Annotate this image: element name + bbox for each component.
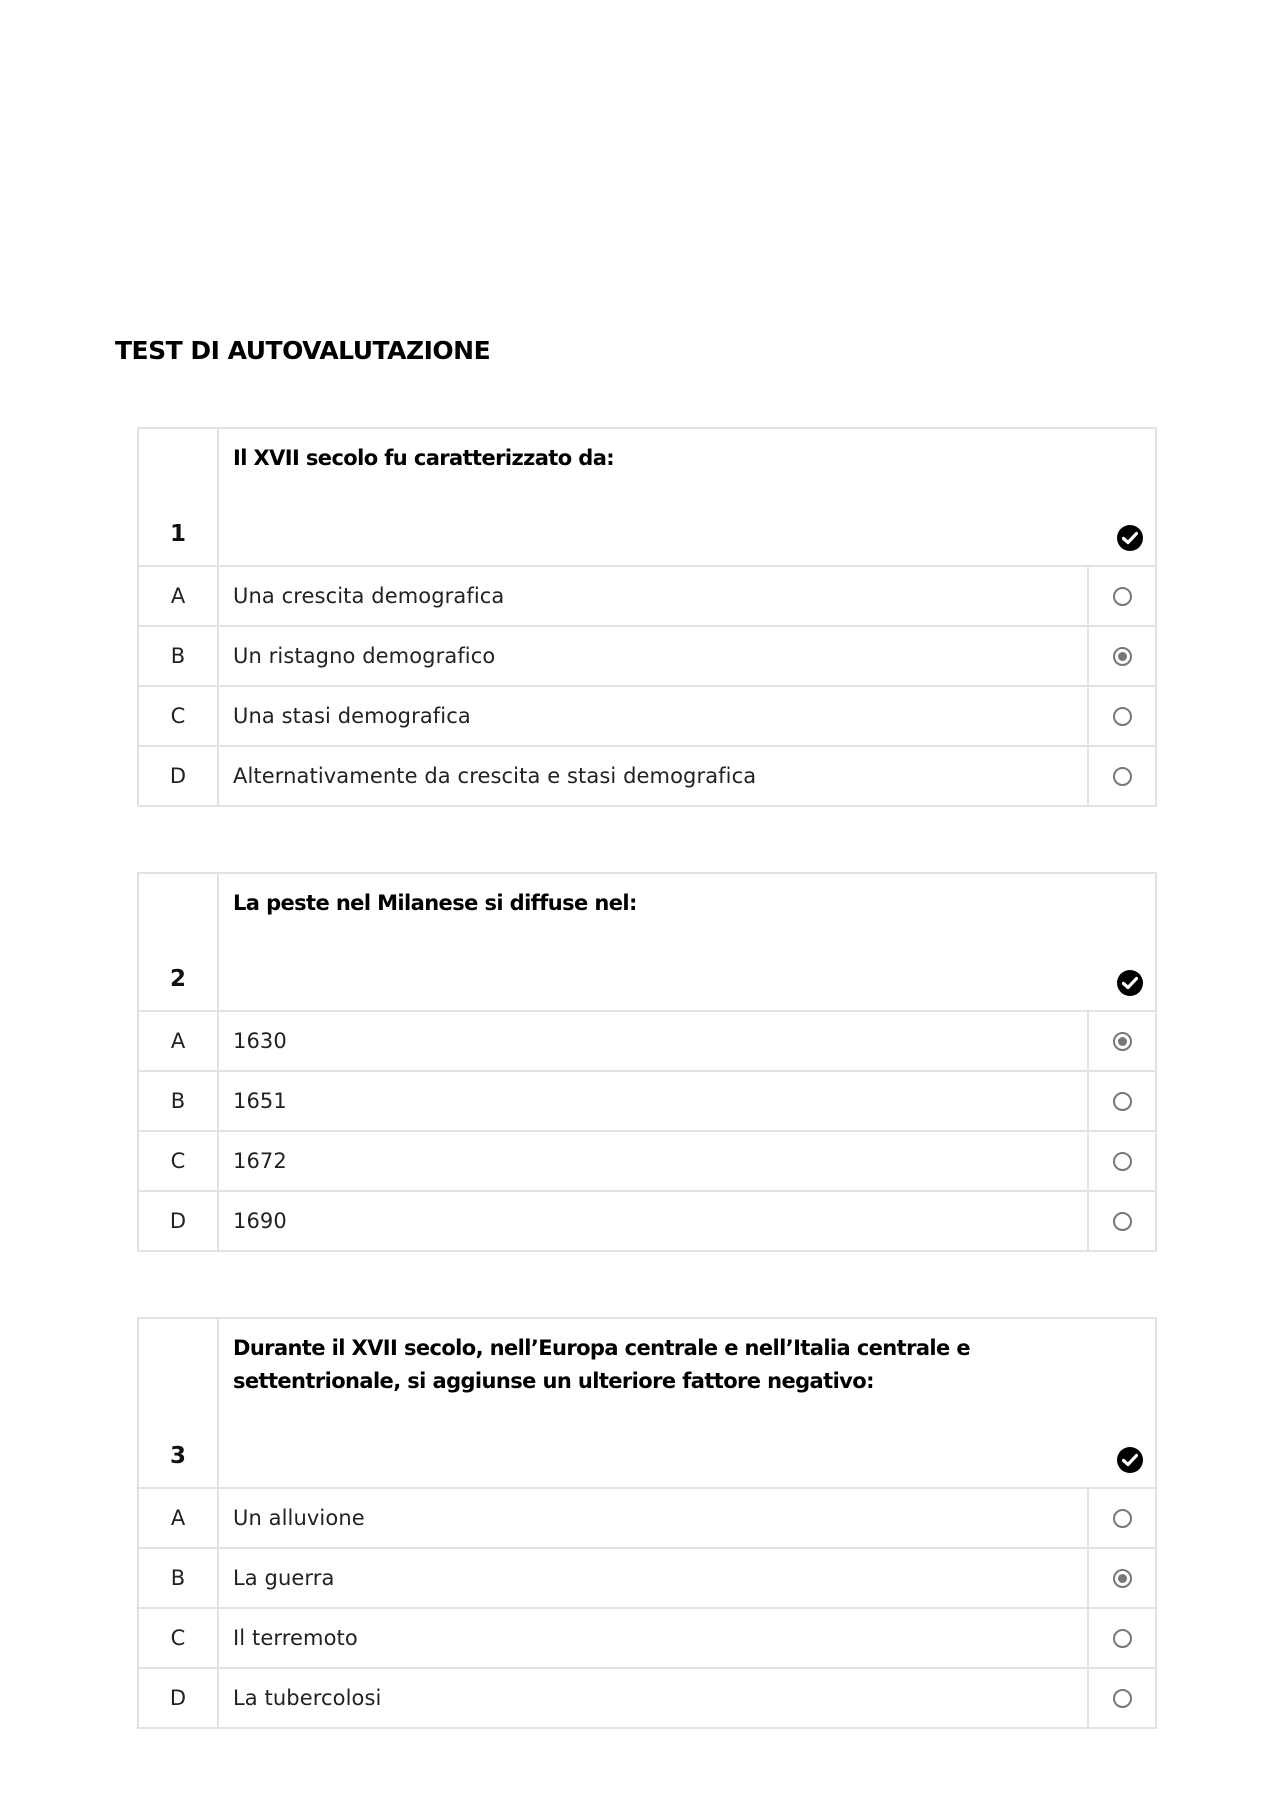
option-text: Alternativamente da crescita e stasi demografica bbox=[218, 746, 1088, 806]
option-text: 1651 bbox=[218, 1071, 1088, 1131]
option-text: La guerra bbox=[218, 1548, 1088, 1608]
option-letter: D bbox=[138, 1668, 218, 1728]
option-row[interactable] bbox=[138, 1488, 1156, 1548]
option-row[interactable] bbox=[138, 566, 1156, 626]
question-status bbox=[1088, 873, 1156, 1011]
option-letter: A bbox=[138, 1011, 218, 1071]
option-letter: B bbox=[138, 1071, 218, 1131]
radio-icon[interactable] bbox=[1113, 587, 1132, 606]
option-text: Un alluvione bbox=[218, 1488, 1088, 1548]
option-text: La tubercolosi bbox=[218, 1668, 1088, 1728]
option-letter: D bbox=[138, 1191, 218, 1251]
question-text: Il XVII secolo fu caratterizzato da: bbox=[218, 428, 1088, 566]
option-text: Una crescita demografica bbox=[218, 566, 1088, 626]
question-text: Durante il XVII secolo, nell’Europa centrale e nell’Italia centrale e settentrionale, si aggiunse un ulteriore fattore negativo: bbox=[218, 1318, 1088, 1488]
option-text: 1672 bbox=[218, 1131, 1088, 1191]
question-number: 2 bbox=[138, 873, 218, 1011]
option-row[interactable] bbox=[138, 1668, 1156, 1728]
radio-icon[interactable] bbox=[1113, 1212, 1132, 1231]
option-row[interactable] bbox=[138, 1608, 1156, 1668]
question-block-2 bbox=[137, 872, 1157, 1252]
question-block-3 bbox=[137, 1317, 1157, 1729]
page-title: TEST DI AUTOVALUTAZIONE bbox=[115, 336, 491, 365]
radio-icon[interactable] bbox=[1113, 767, 1132, 786]
radio-icon[interactable] bbox=[1113, 1689, 1132, 1708]
radio-icon[interactable] bbox=[1113, 1629, 1132, 1648]
option-row[interactable] bbox=[138, 686, 1156, 746]
option-text: Una stasi demografica bbox=[218, 686, 1088, 746]
option-row[interactable] bbox=[138, 1011, 1156, 1071]
option-text: 1630 bbox=[218, 1011, 1088, 1071]
radio-selected-icon[interactable] bbox=[1113, 1032, 1132, 1051]
check-circle-icon bbox=[1117, 970, 1143, 996]
radio-icon[interactable] bbox=[1113, 1092, 1132, 1111]
question-header bbox=[138, 873, 1156, 1011]
check-circle-icon bbox=[1117, 525, 1143, 551]
radio-selected-icon[interactable] bbox=[1113, 647, 1132, 666]
option-letter: D bbox=[138, 746, 218, 806]
radio-icon[interactable] bbox=[1113, 1509, 1132, 1528]
option-letter: A bbox=[138, 566, 218, 626]
question-number: 1 bbox=[138, 428, 218, 566]
option-text: Il terremoto bbox=[218, 1608, 1088, 1668]
option-row[interactable] bbox=[138, 1191, 1156, 1251]
radio-selected-icon[interactable] bbox=[1113, 1569, 1132, 1588]
option-text: 1690 bbox=[218, 1191, 1088, 1251]
question-text: La peste nel Milanese si diffuse nel: bbox=[218, 873, 1088, 1011]
option-row[interactable] bbox=[138, 1131, 1156, 1191]
option-text: Un ristagno demografico bbox=[218, 626, 1088, 686]
option-row[interactable] bbox=[138, 1071, 1156, 1131]
option-letter: B bbox=[138, 626, 218, 686]
option-letter: A bbox=[138, 1488, 218, 1548]
option-letter: C bbox=[138, 1131, 218, 1191]
option-letter: C bbox=[138, 1608, 218, 1668]
option-row[interactable] bbox=[138, 1548, 1156, 1608]
option-row[interactable] bbox=[138, 626, 1156, 686]
question-number: 3 bbox=[138, 1318, 218, 1488]
radio-icon[interactable] bbox=[1113, 1152, 1132, 1171]
question-header bbox=[138, 428, 1156, 566]
question-status bbox=[1088, 428, 1156, 566]
option-row[interactable] bbox=[138, 746, 1156, 806]
question-status bbox=[1088, 1318, 1156, 1488]
radio-icon[interactable] bbox=[1113, 707, 1132, 726]
question-header bbox=[138, 1318, 1156, 1488]
question-block-1 bbox=[137, 427, 1157, 807]
option-letter: C bbox=[138, 686, 218, 746]
option-letter: B bbox=[138, 1548, 218, 1608]
check-circle-icon bbox=[1117, 1447, 1143, 1473]
